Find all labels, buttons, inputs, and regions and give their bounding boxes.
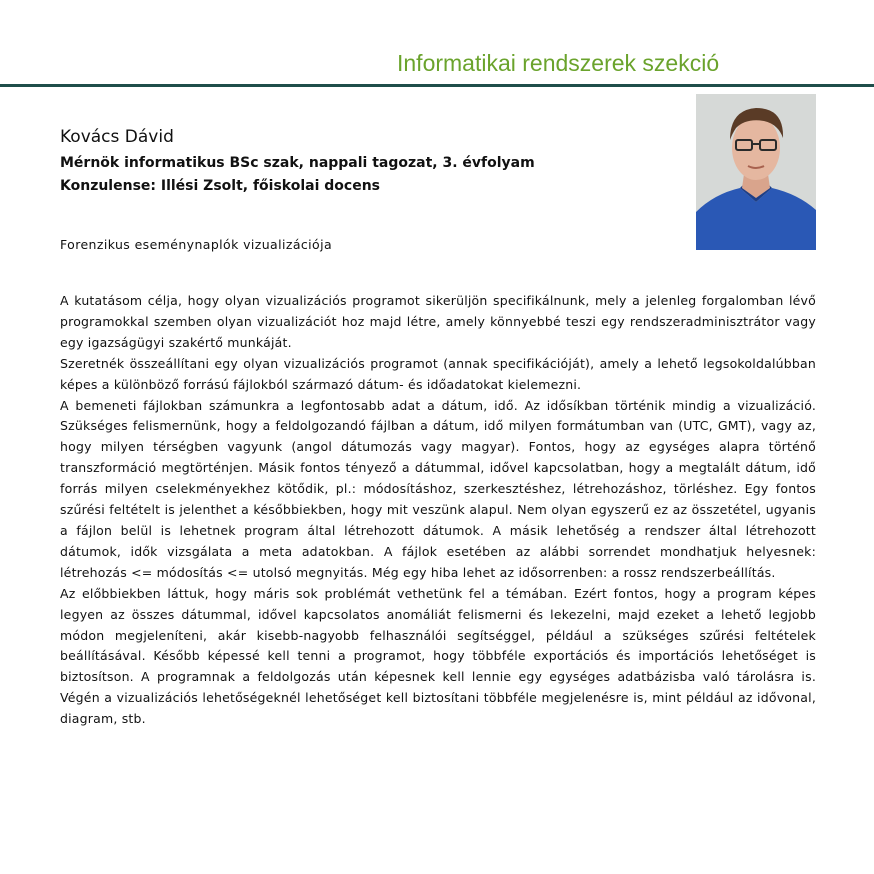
section-title: Informatikai rendszerek szekció — [397, 50, 720, 76]
abstract-paragraph: A bemeneti fájlokban számunkra a legfontosabb adat a dátum, idő. Az idősíkban történik mindig a vizualizáció. Szükséges felismernünk, hogy a feldolgozandó fájlban a dátum, idő milyen formátumban van (UTC, GMT), vagy az, hogy milyen térségben vagyunk (angol dátumozás vagy magyar). Fontos, hogy az egységes alapra történő transzformáció megtörténjen. Másik fontos tényező a dátummal, idővel kapcsolatban, hogy a megtalált dátum, idő forrás milyen cselekményekhez kötődik, pl.: módosításhoz, szerkesztéshez, létrehozáshoz, törléshez. Egy fontos szűrési feltételt is jelenthet a későbbiekben, hogy mit veszünk alapul. Nem olyan egyszerű ez az összetétel, ugyanis a fájlon belül is lehetnek program által létrehozott dátumok. A másik lehetőség a rendszer által létrehozott dátumok, idők vizsgálata a meta adatokban. A fájlok esetében az alábbi sorrendet mondhatjuk helyesnek: létrehozás <= módosítás <= utolsó megnyitás. Még egy hiba lehet az idősorrenben: a rossz rendszerbeállítás. — [60, 397, 816, 580]
abstract-paragraph: Szeretnék összeállítani egy olyan vizualizációs programot (annak specifikációját), amely a lehető legsokoldalúbban képes a különböző forrású fájlokból származó dátum- és időadatokat kielemezni. — [60, 355, 816, 392]
abstract-paragraph: Az előbbiekben láttuk, hogy máris sok problémát vethetünk fel a témában. Ezért fontos, hogy a program képes legyen az összes dátummal, idővel kapcsolatos anomáliát felismerni és lekezelni, majd ezeket a lehető legjobb módon megjeleníteni, akár kisebb-nagyobb felhasználói segítséggel, például a szükséges szűrési feltételek beállításával. Később képessé kell tenni a programot, hogy többféle exportációs és importációs lehetőséget is biztosítson. A programnak a feldolgozás után képesnek kell lennie egy egységes adatbázisba való tárolásra is. Végén a vizualizációs lehetőségeknél lehetőséget kell biztosítani többféle megjelenésre is, mint például az idővonal, diagram, stb. — [60, 585, 816, 727]
author-photo — [696, 94, 816, 250]
advisor-line: Konzulense: Illési Zsolt, főiskolai docens — [60, 178, 381, 194]
study-program: Mérnök informatikus BSc szak, nappali tagozat, 3. évfolyam — [60, 155, 535, 171]
abstract-body — [60, 291, 816, 730]
portrait-image — [696, 94, 816, 250]
header-divider — [0, 84, 874, 87]
paper-title: Forenzikus eseménynaplók vizualizációja — [60, 237, 333, 252]
abstract-paragraph: A kutatásom célja, hogy olyan vizualizációs programot sikerüljön specifikálnunk, mely a jelenleg forgalomban lévő programokkal szemben olyan vizualizációt hoz majd létre, amely könnyebbé teszi egy rendszeradminisztrátor vagy egy igazságügyi szakértő munkáját. — [60, 293, 816, 350]
author-name: Kovács Dávid — [60, 127, 174, 147]
